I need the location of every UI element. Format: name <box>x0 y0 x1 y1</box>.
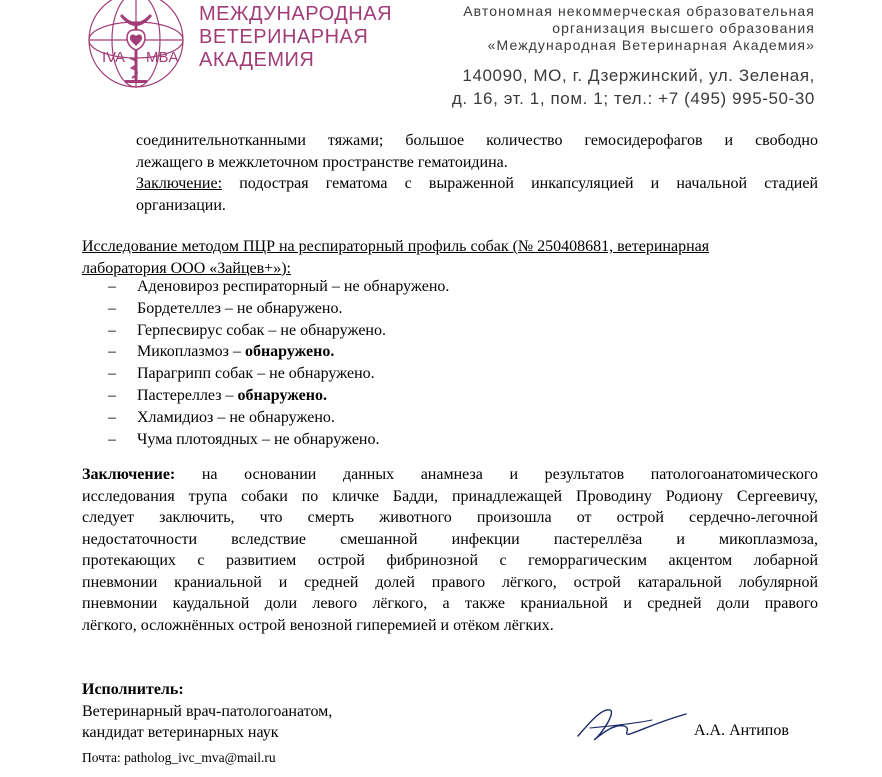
list-dash: – <box>108 365 116 383</box>
handwritten-signature <box>572 700 690 750</box>
conclusion-line-8: лёгкого, осложнённых острой венозной гиперемией и отёком лёгких. <box>82 616 554 634</box>
conclusion-line-4: недостаточности вследствие смешанной инфекции пастереллёза и микоплазмоза, <box>82 530 818 548</box>
result-text: не обнаружено. <box>236 299 343 317</box>
conclusion-line-1-text: на основании данных анамнеза и результатов патологоанатомического <box>175 466 818 483</box>
logo-text-left: IVA <box>102 49 126 66</box>
list-item <box>108 320 449 342</box>
result-text: не обнаружено. <box>273 430 380 448</box>
list-item <box>108 363 449 385</box>
logo-text-right: MBA <box>146 49 179 66</box>
org-line-2: организация высшего образования <box>552 20 815 36</box>
histology-conclusion-text-2: организации. <box>136 196 226 214</box>
result-text: не обнаружено. <box>269 365 375 383</box>
conclusion-line-7: пневмонии каудальной доли левого лёгкого, а также краниальной и средней доли правого <box>82 595 818 612</box>
histology-line-2: лежащего в межклеточном пространстве гематоидина. <box>136 153 508 171</box>
conclusion-line-3: следует заключить, что смерть животного произошла от острой сердечно-легочной <box>82 509 818 526</box>
pcr-title <box>82 236 709 279</box>
result-separator: – <box>220 299 237 317</box>
histology-conclusion-text: подострая гематома с выраженной инкапсуляцией и начальной стадией <box>222 175 818 192</box>
executor-name: А.А. Антипов <box>694 722 789 739</box>
executor-block <box>82 679 332 744</box>
result-separator: – <box>257 430 274 448</box>
pathogen-name: Пастереллез <box>137 386 222 404</box>
executor-position-2: кандидат ветеринарных наук <box>82 724 279 741</box>
list-item <box>108 407 449 429</box>
conclusion-line-2: исследования трупа собаки по кличке Бадди, принадлежащей Проводину Родиону Сергеевичу, <box>82 487 818 505</box>
list-dash: – <box>108 278 116 295</box>
conclusion-line-1 <box>82 464 818 486</box>
list-item <box>108 385 449 407</box>
conclusion-line-5: протекающих с развитием острой фибринозной с геморрагическим акцентом лобарной <box>82 552 818 569</box>
list-dash: – <box>108 408 116 426</box>
contact-email: Почта: patholog_ivc_mva@mail.ru <box>82 750 276 765</box>
histology-conclusion-label: Заключение: <box>136 175 223 192</box>
list-item <box>108 276 449 298</box>
result-separator: – <box>213 408 230 426</box>
result-text: не обнаружено. <box>280 321 386 339</box>
brand-line-3: АКАДЕМИЯ <box>199 49 315 71</box>
pcr-title-line-1: Исследование методом ПЦР на респираторный профиль собак (№ 250408681, ветеринарная <box>82 238 710 255</box>
address-line-1: 140090, МО, г. Дзержинский, ул. Зеленая, <box>462 66 815 85</box>
pathogen-name: Парагрипп собак <box>137 365 254 383</box>
result-separator: – <box>253 365 270 383</box>
result-text-positive: обнаружено. <box>237 386 327 404</box>
result-separator: – <box>264 321 281 339</box>
histology-paragraph <box>136 130 818 216</box>
list-dash: – <box>108 299 116 317</box>
final-conclusion <box>82 464 818 636</box>
list-dash: – <box>108 386 116 404</box>
conclusion-line-6: пневмонии краниальной и средней долей правого лёгкого, острой катаральной лобулярной <box>82 573 818 591</box>
pathogen-name: Чума плотоядных <box>137 430 258 448</box>
executor-position-1: Ветеринарный врач-патологоанатом, <box>82 702 333 720</box>
org-name <box>0 3 815 54</box>
brand-line-2: ВЕТЕРИНАРНАЯ <box>199 26 369 48</box>
histology-line-1: соединительнотканными тяжами; большое количество гемосидерофагов и свободно <box>136 132 818 149</box>
pathogen-name: Герпесвирус собак <box>137 321 265 339</box>
executor-label: Исполнитель: <box>82 681 184 698</box>
pathogen-name: Аденовироз респираторный <box>137 278 328 295</box>
org-address <box>0 64 815 110</box>
address-line-2: д. 16, эт. 1, пом. 1; тел.: +7 (495) 995-50-30 <box>451 89 815 108</box>
result-separator: – <box>327 278 344 295</box>
conclusion-label: Заключение: <box>82 466 176 483</box>
histology-conclusion <box>136 173 818 195</box>
org-line-3: «Международная Ветеринарная Академия» <box>487 37 815 53</box>
list-item <box>108 298 449 320</box>
result-text-positive: обнаружено. <box>244 343 335 361</box>
list-dash: – <box>108 343 116 361</box>
pcr-results-list <box>108 276 449 450</box>
pathogen-name: Хламидиоз <box>137 408 214 426</box>
result-text: не обнаружено. <box>343 278 450 295</box>
result-text: не обнаружено. <box>229 408 335 426</box>
list-dash: – <box>108 430 116 448</box>
brand-line-1: МЕЖДУНАРОДНАЯ <box>199 3 393 25</box>
list-item <box>108 341 449 363</box>
result-separator: – <box>221 386 238 404</box>
pathogen-name: Микоплазмоз <box>137 343 229 361</box>
result-separator: – <box>228 343 245 361</box>
list-dash: – <box>108 321 116 339</box>
pathogen-name: Бордетеллез <box>137 299 221 317</box>
pcr-title-line-2: лаборатория ООО «Зайцев+»): <box>82 259 291 277</box>
org-line-1: Автономная некоммерческая образовательная <box>463 3 815 19</box>
list-item <box>108 429 449 451</box>
